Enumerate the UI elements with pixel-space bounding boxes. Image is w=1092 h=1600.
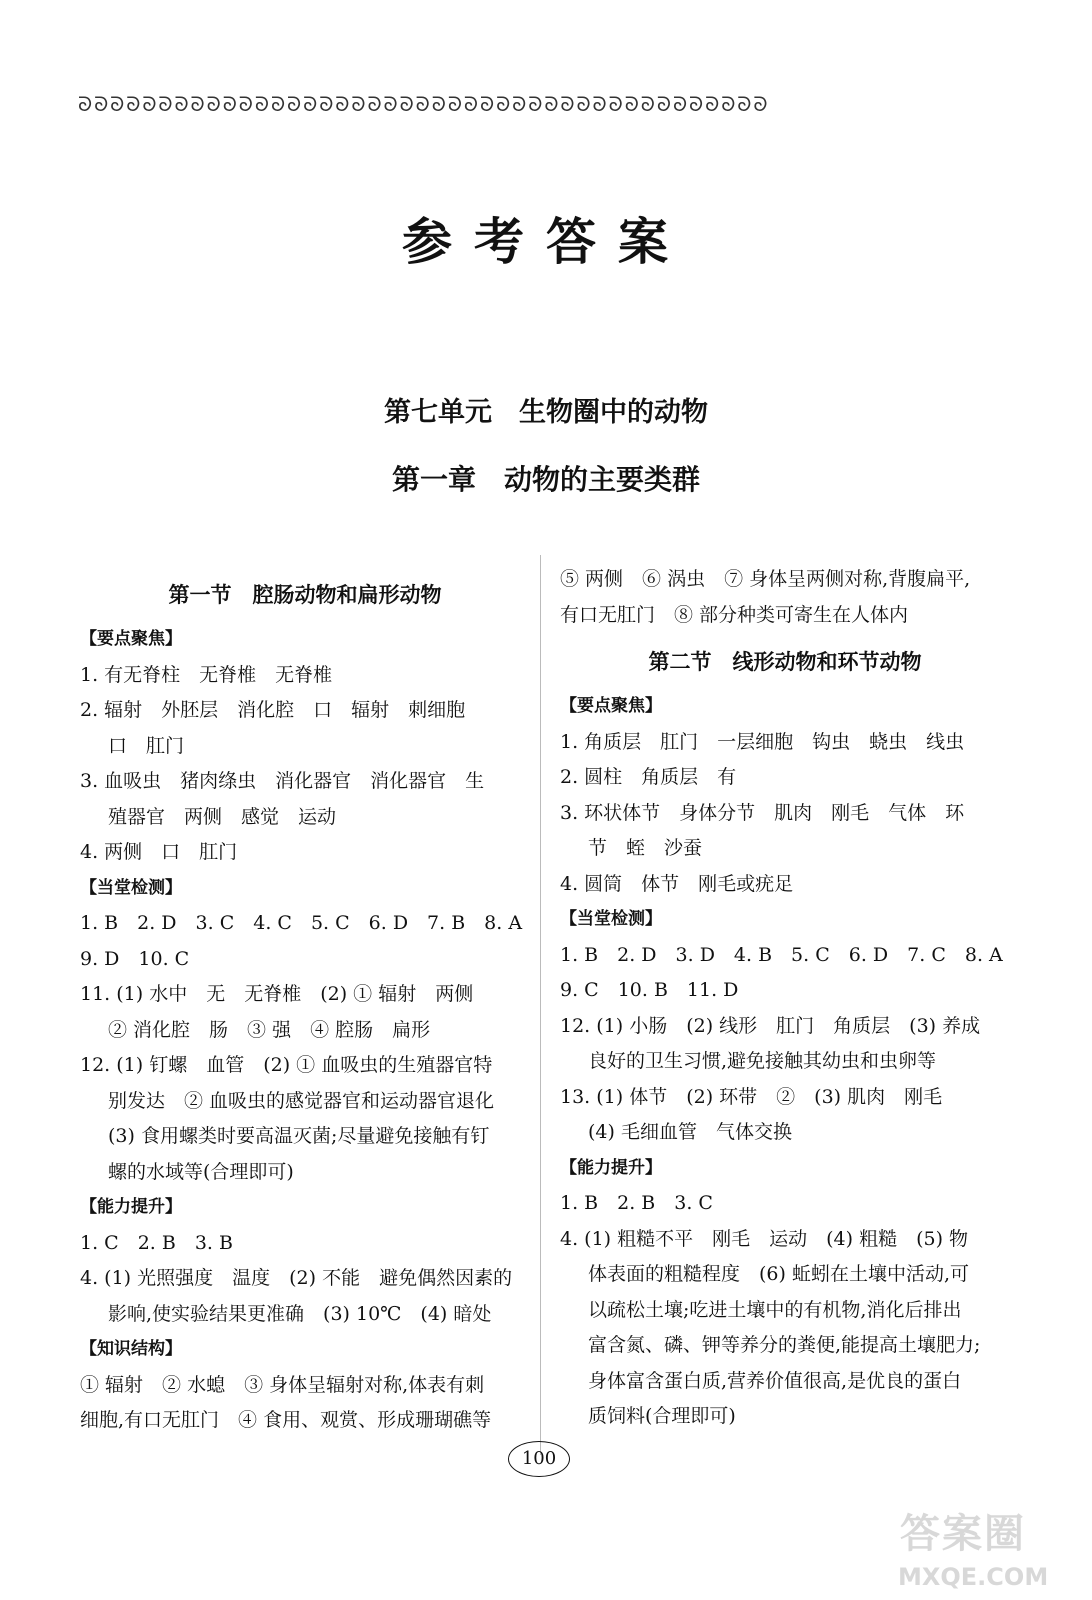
- answer-line: 2. 辐射 外胚层 消化腔 口 辐射 刺细胞: [80, 699, 466, 721]
- answer-line: 9. D 10. C: [80, 947, 190, 970]
- answer-line: 殖器官 两侧 感觉 运动: [108, 805, 337, 828]
- answer-line: 身体富含蛋白质,营养价值很高,是优良的蛋白: [588, 1369, 962, 1392]
- section-title: 第二节 线形动物和环节动物: [648, 650, 922, 674]
- answer-line: 9. C 10. B 11. D: [560, 979, 739, 1001]
- watermark-logo: 答案圈: [900, 1511, 1026, 1557]
- answer-line: 1. 角质层 肛门 一层细胞 钩虫 蛲虫 线虫: [560, 730, 965, 753]
- answer-line: 节 蛭 沙蚕: [588, 837, 703, 859]
- page-title: 参考答案: [402, 213, 690, 271]
- answer-line: 良好的卫生习惯,避免接触其幼虫和虫卵等: [588, 1050, 937, 1072]
- block-label: 【要点聚焦】: [560, 696, 662, 716]
- answer-line: 以疏松土壤;吃进土壤中的有机物,消化后排出: [588, 1298, 962, 1321]
- answer-line: 3. 血吸虫 猪肉绦虫 消化器官 消化器官 生: [80, 770, 485, 792]
- answer-line: 13. (1) 体节 (2) 环带 ② (3) 肌肉 刚毛: [560, 1085, 943, 1108]
- answer-line: 1. 有无脊柱 无脊椎 无脊椎: [80, 663, 333, 686]
- answer-line: ⑤ 两侧 ⑥ 涡虫 ⑦ 身体呈两侧对称,背腹扁平,: [560, 568, 971, 590]
- answer-line: 1. B 2. B 3. C: [560, 1192, 713, 1214]
- block-label: 【当堂检测】: [560, 909, 662, 929]
- block-label: 【能力提升】: [80, 1197, 182, 1217]
- answer-line: 11. (1) 水中 无 无脊椎 (2) ① 辐射 两侧: [80, 983, 474, 1005]
- column-divider: [540, 555, 541, 1455]
- answer-line: 口 肛门: [108, 734, 185, 757]
- answer-line: 12. (1) 小肠 (2) 线形 肛门 角质层 (3) 养成: [560, 1014, 981, 1037]
- left-column: [80, 562, 530, 1439]
- answer-line: 3. 环状体节 身体分节 肌肉 刚毛 气体 环: [560, 801, 965, 824]
- answer-line: 2. 圆柱 角质层 有: [560, 766, 737, 788]
- answer-line: 细胞,有口无肛门 ④ 食用、观赏、形成珊瑚礁等: [80, 1409, 492, 1431]
- answer-line: (3) 食用螺类时要高温灭菌;尽量避免接触有钉: [108, 1125, 490, 1147]
- answer-line: 1. B 2. D 3. C 4. C 5. C 6. D 7. B 8. A: [80, 912, 523, 934]
- answer-line: (4) 毛细血管 气体交换: [588, 1121, 792, 1143]
- answer-line: ① 辐射 ② 水螅 ③ 身体呈辐射对称,体表有刺: [80, 1373, 485, 1396]
- right-column: [560, 562, 1010, 1435]
- answer-line: 4. (1) 粗糙不平 刚毛 运动 (4) 粗糙 (5) 物: [560, 1227, 969, 1250]
- block-label: 【要点聚焦】: [80, 629, 182, 649]
- answer-line: 富含氮、磷、钾等养分的粪便,能提高土壤肥力;: [588, 1334, 981, 1356]
- answer-line: 4. (1) 光照强度 温度 (2) 不能 避免偶然因素的: [80, 1267, 513, 1289]
- unit-title: 第七单元 生物圈中的动物: [384, 397, 708, 428]
- page-number: 100: [508, 1441, 570, 1477]
- decorative-header-border: ᘐᘐᘐᘐᘐᘐᘐᘐᘐᘐᘐᘐᘐᘐᘐᘐᘐᘐᘐᘐᘐᘐᘐᘐᘐᘐᘐᘐᘐᘐᘐᘐᘐᘐᘐᘐᘐᘐᘐᘐᘐᘐᘐ: [78, 92, 770, 116]
- section-title: 第一节 腔肠动物和扁形动物: [168, 583, 442, 607]
- chapter-title: 第一章 动物的主要类群: [391, 463, 700, 496]
- answer-line: 1. B 2. D 3. D 4. B 5. C 6. D 7. C 8. A: [560, 943, 1003, 966]
- answer-line: 别发达 ② 血吸虫的感觉器官和运动器官退化: [108, 1089, 495, 1112]
- answer-line: 质饲料(合理即可): [588, 1405, 736, 1427]
- answer-line: 4. 两侧 口 肛门: [80, 841, 238, 863]
- answer-line: 1. C 2. B 3. B: [80, 1231, 233, 1254]
- block-label: 【知识结构】: [80, 1339, 182, 1359]
- block-label: 【当堂检测】: [80, 877, 182, 898]
- answer-line: 影响,使实验结果更准确 (3) 10℃ (4) 暗处: [108, 1302, 492, 1325]
- answer-line: 螺的水域等(合理即可): [108, 1160, 294, 1183]
- answer-line: ② 消化腔 肠 ③ 强 ④ 腔肠 扁形: [108, 1018, 431, 1041]
- answer-line: 有口无肛门 ⑧ 部分种类可寄生在人体内: [560, 603, 909, 626]
- answer-line: 4. 圆筒 体节 刚毛或疣足: [560, 872, 794, 895]
- answer-line: 12. (1) 钉螺 血管 (2) ① 血吸虫的生殖器官特: [80, 1054, 493, 1076]
- block-label: 【能力提升】: [560, 1157, 662, 1178]
- watermark-url: MXQE.COM: [898, 1563, 1049, 1591]
- answer-line: 体表面的粗糙程度 (6) 蚯蚓在土壤中活动,可: [588, 1263, 969, 1285]
